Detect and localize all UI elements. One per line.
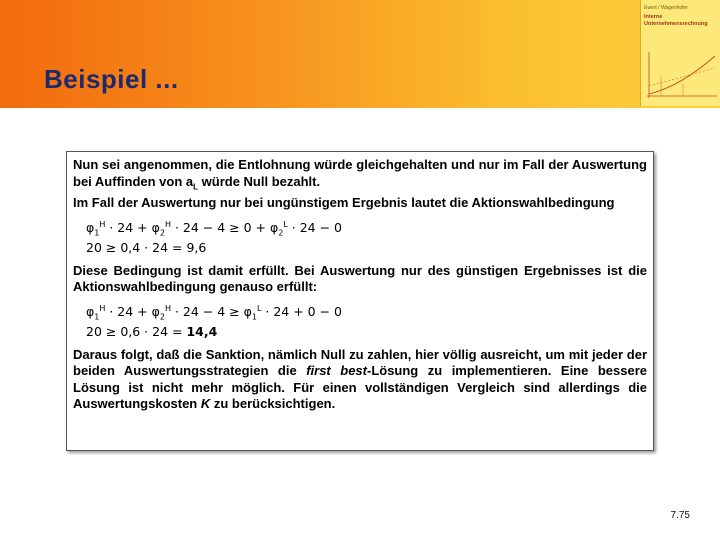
first-best-term: first best — [306, 363, 367, 378]
paragraph-3: Diese Bedingung ist damit erfüllt. Bei Auswertung nur des günstigen Ergebnisses ist die Aktionswahlbedingung genauso erfüllt: — [73, 262, 647, 294]
book-cover-thumbnail — [640, 0, 720, 106]
page-number: 7.75 — [670, 510, 690, 521]
k-symbol: K — [200, 396, 211, 411]
formula-2: 20 ≥ 0,4 · 24 = 9,6 — [86, 239, 207, 255]
cover-chart-graphic — [641, 46, 720, 106]
paragraph-4-a: Daraus folgt, daß die Sanktion, nämlich Null zu zahlen, hier völlig ausreicht, um mit jeder der beiden Auswertungsstrategien die — [73, 346, 647, 378]
formula-4-text: 20 ≥ 0,6 · 24 = 14,4 — [86, 323, 218, 339]
formula-1 — [86, 218, 647, 238]
cover-author: Ewert / Wagenhofer — [644, 5, 689, 11]
paragraph-4-c: zu berücksichtigen. — [210, 396, 336, 411]
formula-1-render: $\varphi_1^H \cdot 24 + \varphi_2^H \cdot 24 - 4 \ge 0 + \varphi_2^L \cdot 24 - 0$ — [86, 219, 342, 237]
paragraph-2: Im Fall der Auswertung nur bei ungünstigem Ergebnis lautet die Aktionswahlbedingung — [73, 195, 615, 210]
subscript-l: L — [193, 182, 199, 192]
paragraph-1-end: würde Null bezahlt. — [198, 173, 321, 189]
paragraph-1-text: Nun sei angenommen, die Entlohnung würde gleichgehalten und nur im Fall der Auswertung bei Auffinden von a — [73, 157, 647, 189]
content-box — [66, 151, 654, 451]
formula-3 — [86, 302, 647, 322]
paragraph-4-b: -Lösung zu implementieren. Eine bessere Lösung ist nicht mehr möglich. Für einen vollständigen Vergleich sind allerdings die Auswertungskosten — [73, 363, 647, 411]
formula-3-render: $\varphi_1^H \cdot 24 + \varphi_2^H \cdot 24 - 4 \ge \varphi_1^L \cdot 24 + 0 - 0$ — [86, 303, 342, 321]
paragraph-1 — [73, 157, 647, 190]
formula-4 — [86, 322, 647, 342]
paragraph-4 — [73, 347, 647, 413]
slide-title: Beispiel ... — [44, 64, 179, 94]
cover-title: Interne Unternehmensrechnung — [644, 14, 708, 27]
